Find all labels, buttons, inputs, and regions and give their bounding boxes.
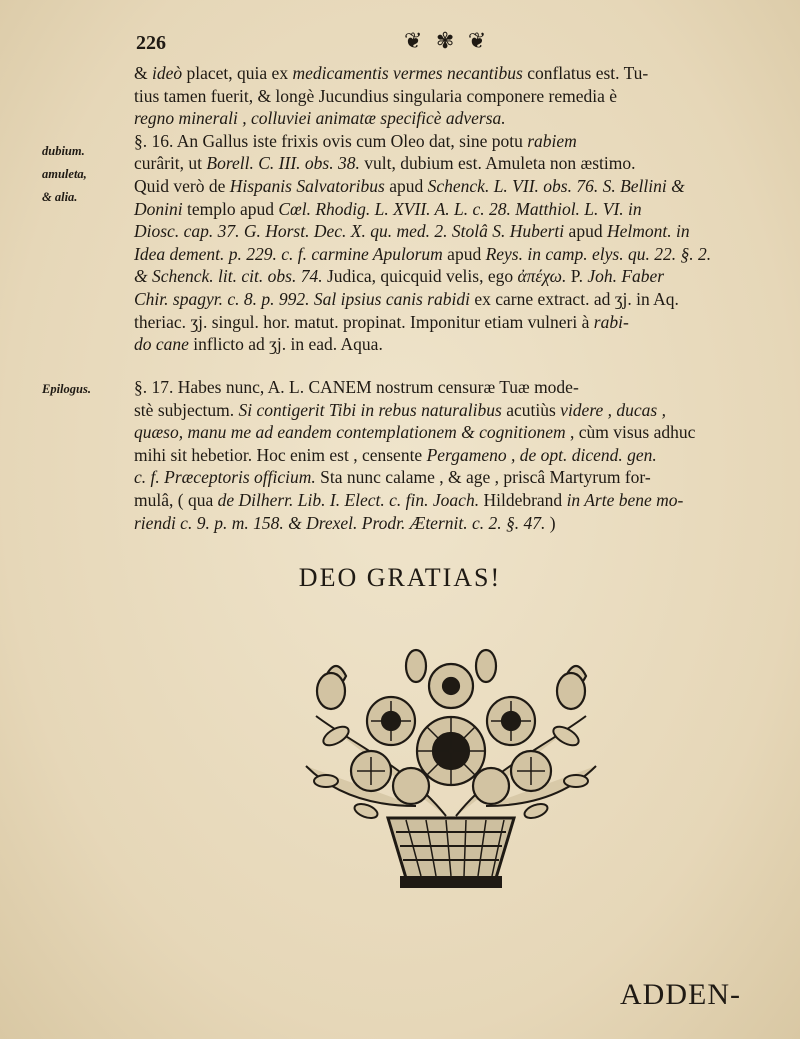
roman-run: acutiùs: [501, 399, 561, 420]
text-line: [134, 62, 764, 85]
italic-run: in Arte bene mo-: [566, 489, 684, 510]
text-line: [134, 444, 764, 467]
roman-run: apud: [442, 243, 486, 264]
italic-run: ideò: [152, 63, 183, 83]
text-line: [134, 243, 764, 266]
roman-run: conflatus est. Tu-: [522, 63, 649, 83]
roman-run: apud: [384, 175, 428, 196]
text-line: [134, 489, 764, 512]
italic-run: do cane: [134, 334, 189, 355]
margin-note-et-alia: & alia.: [42, 190, 78, 204]
header-ornament: ❦ ✾ ❦: [404, 28, 491, 53]
roman-run: theriac. ʒj. singul. hor. matut. propinat. Imponitur etiam vulneri à: [134, 311, 594, 332]
flower-basket-vignette: [296, 646, 606, 896]
italic-run: Cœl. Rhodig. L. XVII. A. L. c. 28. Matthiol. L. VI. in: [278, 198, 642, 219]
roman-run: curârit, ut: [134, 153, 207, 174]
italic-run: rabi-: [593, 311, 629, 332]
roman-run: ex carne extract. ad ʒj. in Aq.: [469, 288, 679, 309]
italic-run: Schenck. L. VII. obs. 76. S. Bellini &: [427, 175, 685, 196]
roman-run: , cùm visus adhuc: [565, 422, 696, 443]
text-line: [134, 333, 764, 356]
body-text: [134, 62, 764, 356]
roman-run: Judica, quicquid velis, ego: [322, 266, 518, 287]
epilogue-text: [134, 376, 764, 534]
italic-run: Diosc. cap. 37. G. Horst. Dec. X. qu. med. 2. Stolâ S. Huberti: [134, 221, 565, 242]
italic-run: Helmont. in: [606, 221, 690, 242]
italic-run: riendi c. 9. p. m. 158. & Drexel. Prodr. Æternit. c. 2. §. 47.: [134, 512, 546, 533]
roman-run: P.: [566, 266, 588, 287]
text-line: [134, 512, 764, 535]
italic-run: de Dilherr. Lib. I. Elect. c. fin. Joach.: [217, 489, 480, 510]
text-line: [134, 85, 764, 108]
running-header: [0, 28, 800, 62]
margin-note-amuleta: amuleta,: [42, 167, 87, 181]
roman-run: templo apud: [182, 198, 279, 219]
italic-run: Donini: [134, 198, 183, 219]
roman-run: Hildebrand: [479, 489, 567, 510]
text-line: [134, 399, 764, 422]
italic-run: Si contigerit Tibi in rebus naturalibus: [238, 399, 502, 420]
text-line: [134, 152, 764, 175]
italic-run: Pergameno , de opt. dicend. gen.: [426, 444, 657, 465]
roman-run: stè subjectum.: [134, 399, 239, 420]
roman-run: Sta nunc calame , & age , priscâ Martyrum for-: [315, 467, 651, 488]
text-line: [134, 107, 764, 130]
italic-run: regno minerali , colluviei animatæ specificè adversa.: [134, 108, 506, 129]
text-line: [134, 130, 764, 153]
italic-run: & Schenck. lit. cit. obs. 74.: [134, 266, 323, 287]
roman-run: mulâ, ( qua: [134, 489, 218, 510]
italic-run: Idea dement. p. 229. c. f. carmine Apulorum: [134, 243, 443, 264]
text-line: [134, 421, 764, 444]
roman-run: vult, dubium est. Amuleta non æstimo.: [359, 153, 636, 174]
text-line: [134, 466, 764, 489]
italic-run: c. f. Præceptoris officium.: [134, 467, 316, 488]
roman-run: tius tamen fuerit, & longè Jucundius singularia componere remedia è: [134, 85, 618, 106]
italic-run: ἀπέχω.: [517, 266, 567, 287]
roman-run: mihi sit hebetior. Hoc enim est , censente: [134, 444, 427, 465]
closing-title: DEO GRATIAS!: [298, 563, 502, 592]
roman-run: §. 16. An Gallus iste frixis ovis cum Oleo dat, sine potu: [134, 130, 528, 151]
roman-run: &: [134, 63, 152, 83]
text-line: [134, 175, 764, 198]
italic-run: videre , ducas ,: [560, 399, 666, 420]
italic-run: quæso, manu me ad eandem contemplationem & cognitionem: [134, 422, 566, 443]
text-line: [134, 198, 764, 221]
roman-run: ): [545, 512, 556, 533]
text-line: [134, 376, 764, 399]
italic-run: medicamentis vermes necantibus: [292, 63, 523, 83]
catchword: ADDEN-: [620, 978, 741, 1011]
roman-run: inflicto ad ʒj. in ead. Aqua.: [188, 334, 383, 355]
page-number: 226: [136, 32, 166, 54]
roman-run: §. 17. Habes nunc, A. L. CANEM nostrum censuræ Tuæ mode-: [134, 377, 579, 397]
italic-run: Reys. in camp. elys. qu. 22. §. 2.: [485, 243, 712, 264]
text-line: [134, 265, 764, 288]
roman-run: placet, quia ex: [182, 63, 293, 83]
roman-run: Quid verò de: [134, 175, 230, 196]
italic-run: Chir. spagyr. c. 8. p. 992. Sal ipsius canis rabidi: [134, 288, 470, 309]
text-line: [134, 311, 764, 334]
italic-run: Borell. C. III. obs. 38.: [206, 153, 360, 174]
text-line: [134, 220, 764, 243]
italic-run: rabiem: [527, 130, 577, 151]
italic-run: Joh. Faber: [587, 266, 665, 287]
italic-run: Hispanis Salvatoribus: [229, 175, 385, 196]
margin-note-dubium: dubium.: [42, 144, 85, 158]
roman-run: apud: [564, 221, 607, 242]
margin-note-epilogus: Epilogus.: [42, 382, 91, 396]
text-line: [134, 288, 764, 311]
